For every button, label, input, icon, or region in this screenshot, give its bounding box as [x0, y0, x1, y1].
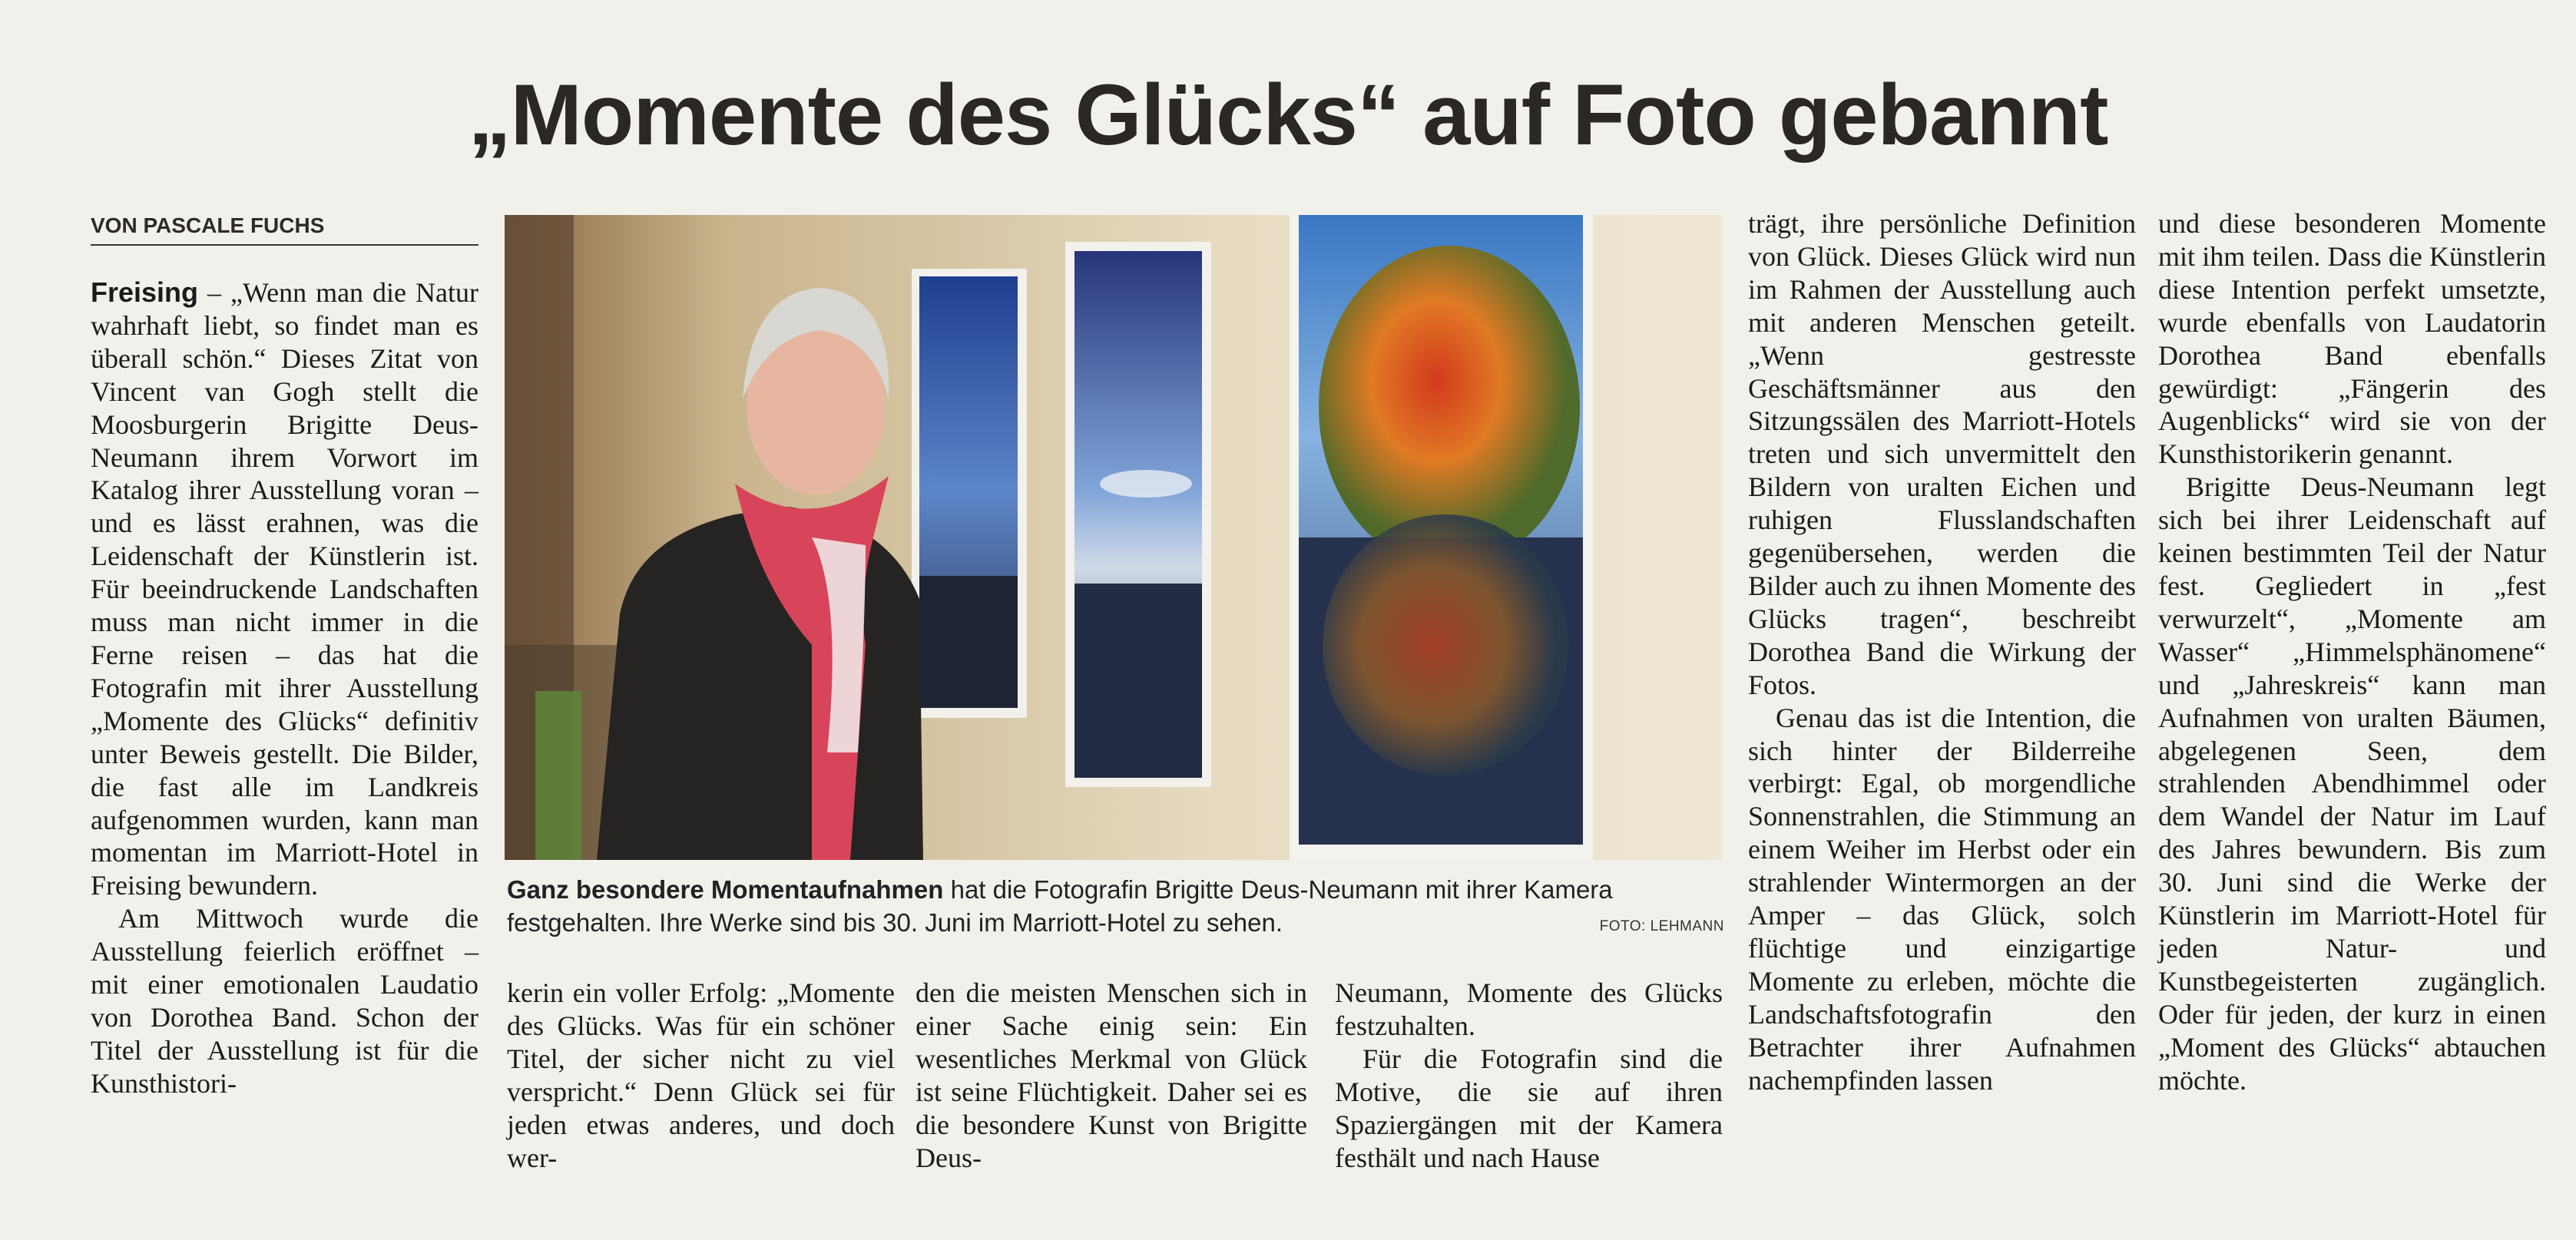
dateline: Freising [91, 276, 199, 308]
paragraph: Für die Fotografin sind die Motive, die sie auf ihren Spaziergängen mit der Kamera festhält und nach Hause [1335, 1043, 1723, 1173]
article-column-4 [1335, 977, 1723, 1174]
article-column-6 [2158, 207, 2546, 1096]
photo-credit: FOTO: LEHMANN [1599, 918, 1724, 934]
article-column-1 [91, 276, 478, 1100]
photo-caption [507, 873, 1724, 939]
article-column-2 [507, 977, 895, 1174]
byline: VON PASCALE FUCHS [91, 207, 478, 246]
headline: „Momente des Glücks“ auf Foto gebannt [468, 67, 2108, 163]
paragraph: Genau das ist die Intention, die sich hinter der Bilderreihe verbirgt: Egal, ob morgendliche Sonnenstrahlen, die Stimmung an einem Weiher im Herbst oder ein strahlender Wintermorgen an der Amper – das Glück, solch flüchtige und einzigartige Momente zu erleben, möchte die Landschaftsfotografin den Betrachter ihrer Aufnahmen nachempfinden lassen [1748, 702, 2136, 1096]
paragraph: den die meisten Menschen sich in einer Sache einig sein: Ein wesentliches Merkmal von Glück ist seine Flüchtigkeit. Daher sei es die besondere Kunst von Brigitte Deus- [916, 977, 1307, 1173]
article-column-3 [916, 977, 1307, 1174]
article-column-5 [1748, 207, 2136, 1096]
paragraph: Am Mittwoch wurde die Ausstellung feierlich eröffnet – mit einer emotionalen Laudatio von Dorothea Band. Schon der Titel der Ausstellung ist für die Kunsthistori- [91, 903, 478, 1099]
paragraph [91, 276, 478, 902]
article-photo [505, 215, 1722, 860]
paragraph: und diese besonderen Momente mit ihm teilen. Dass die Künstlerin diese Intention perfekt umsetzte, wurde ebenfalls von Laudatorin Dorothea Band ebenfalls gewürdigt: „Fängerin des Augenblicks“ wird sie von der Kunsthistorikerin genannt. [2158, 208, 2546, 470]
caption-text: hat die Fotografin Brigitte Deus-Neumann mit ihrer Kamera festgehalten. Ihre Werke sind bis 30. Juni im Marriott-Hotel zu sehen. [507, 875, 1613, 937]
paragraph: Brigitte Deus-Neumann legt sich bei ihrer Leidenschaft auf keinen bestimmten Teil der Natur fest. Gegliedert in „fest verwurzelt“, „Momente am Wasser“ „Himmelsphänomene“ und „Jahreskreis“ kann man Aufnahmen von uralten Bäumen, abgelegenen Seen, dem strahlenden Abendhimmel oder dem Wandel der Natur im Lauf des Jahres bewundern. Bis zum 30. Juni sind die Werke der Künstlerin im Marriott-Hotel für jeden Natur- und Kunstbegeisterten zugänglich. Oder für jeden, der kurz in einen „Moment des Glücks“ abtauchen möchte. [2158, 471, 2546, 1096]
paragraph: trägt, ihre persönliche Definition von Glück. Dieses Glück wird nun im Rahmen der Ausstellung auch mit anderen Menschen geteilt. „Wenn gestresste Geschäftsmänner aus den Sitzungssälen des Marriott-Hotels treten und sich unvermittelt den Bildern von uralten Eichen und ruhigen Flusslandschaften gegenübersehen, werden die Bilder auch zu ihnen Momente des Glücks tragen“, beschreibt Dorothea Band die Wirkung der Fotos. [1748, 208, 2136, 700]
paragraph: Neumann, Momente des Glücks festzuhalten. [1335, 977, 1723, 1041]
paragraph: kerin ein voller Erfolg: „Momente des Glücks. Was für ein schöner Titel, der sicher nicht zu viel verspricht.“ Denn Glück sei für jeden etwas anderes, und doch wer- [507, 977, 895, 1173]
caption-lead: Ganz besondere Momentaufnahmen [507, 875, 944, 904]
paragraph-text: – „Wenn man die Natur wahrhaft liebt, so findet man es überall schön.“ Dieses Zitat von Vincent van Gogh stellt die Moosburgerin Brigitte Deus-Neumann ihrem Vorwort im Katalog ihrer Ausstellung voran – und es lässt erahnen, was die Leidenschaft der Künstlerin ist. Für beeindruckende Landschaften muss man nicht immer in die Ferne reisen – das hat die Fotografin mit ihrer Ausstellung „Momente des Glücks“ definitiv unter Beweis gestellt. Die Bilder, die fast alle im Landkreis aufgenommen wurden, kann man momentan im Marriott-Hotel in Freising bewundern. [91, 277, 478, 901]
